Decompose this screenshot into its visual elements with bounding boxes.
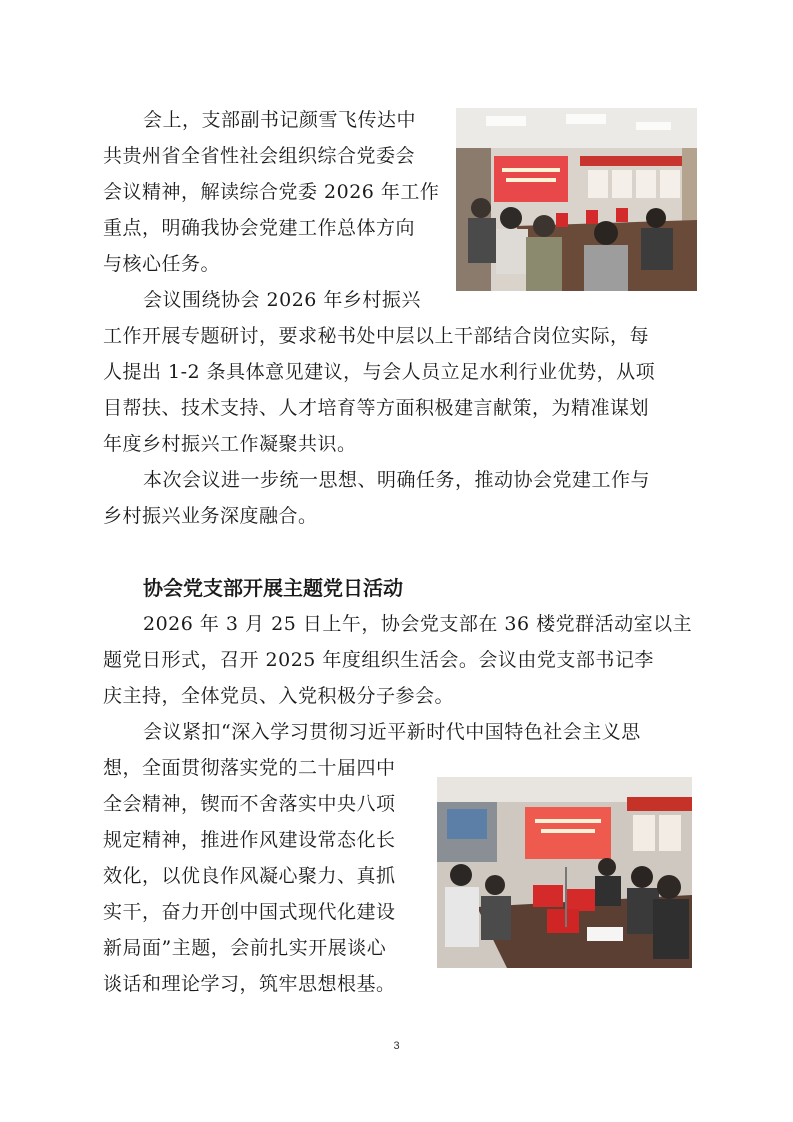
meeting-photo-1 (456, 108, 697, 291)
paragraph-line: 2026 年 3 月 25 日上午，协会党支部在 36 楼党群活动室以主 (143, 613, 693, 635)
paragraph-line: 乡村振兴业务深度融合。 (103, 505, 318, 527)
paragraph-line: 重点，明确我协会党建工作总体方向 (103, 217, 416, 239)
paragraph-line: 实干，奋力开创中国式现代化建设 (103, 901, 396, 923)
paragraph-line: 规定精神，推进作风建设常态化长 (103, 829, 396, 851)
meeting-photo-2 (437, 777, 692, 968)
paragraph-line: 目帮扶、技术支持、人才培育等方面积极建言献策，为精准谋划 (103, 397, 650, 419)
paragraph-line: 与核心任务。 (103, 253, 221, 275)
paragraph-line: 会议精神，解读综合党委 2026 年工作 (103, 181, 440, 203)
paragraph-line: 人提出 1-2 条具体意见建议，与会人员立足水利行业优势，从项 (103, 361, 656, 383)
paragraph-line: 想，全面贯彻落实党的二十届四中 (103, 757, 396, 779)
paragraph-line: 年度乡村振兴工作凝聚共识。 (103, 433, 357, 455)
paragraph-line: 共贵州省全省性社会组织综合党委会 (103, 145, 416, 167)
paragraph-line: 效化，以优良作风凝心聚力、真抓 (103, 865, 396, 887)
paragraph-line: 庆主持，全体党员、入党积极分子参会。 (103, 685, 455, 707)
paragraph-line: 全会精神，锲而不舍落实中央八项 (103, 793, 396, 815)
section-title: 协会党支部开展主题党日活动 (143, 576, 403, 600)
paragraph-line: 工作开展专题研讨，要求秘书处中层以上干部结合岗位实际，每 (103, 325, 650, 347)
paragraph-line: 谈话和理论学习，筑牢思想根基。 (103, 973, 396, 995)
paragraph-line: 新局面”主题，会前扎实开展谈心 (103, 937, 387, 959)
paragraph-line: 会上，支部副书记颜雪飞传达中 (143, 109, 417, 131)
paragraph-line: 会议围绕协会 2026 年乡村振兴 (143, 289, 421, 311)
paragraph-line: 题党日形式，召开 2025 年度组织生活会。会议由党支部书记李 (103, 649, 654, 671)
page-number: 3 (393, 1040, 400, 1052)
paragraph-line: 本次会议进一步统一思想、明确任务，推动协会党建工作与 (143, 469, 651, 491)
paragraph-line: 会议紧扣“深入学习贯彻习近平新时代中国特色社会主义思 (143, 721, 641, 743)
